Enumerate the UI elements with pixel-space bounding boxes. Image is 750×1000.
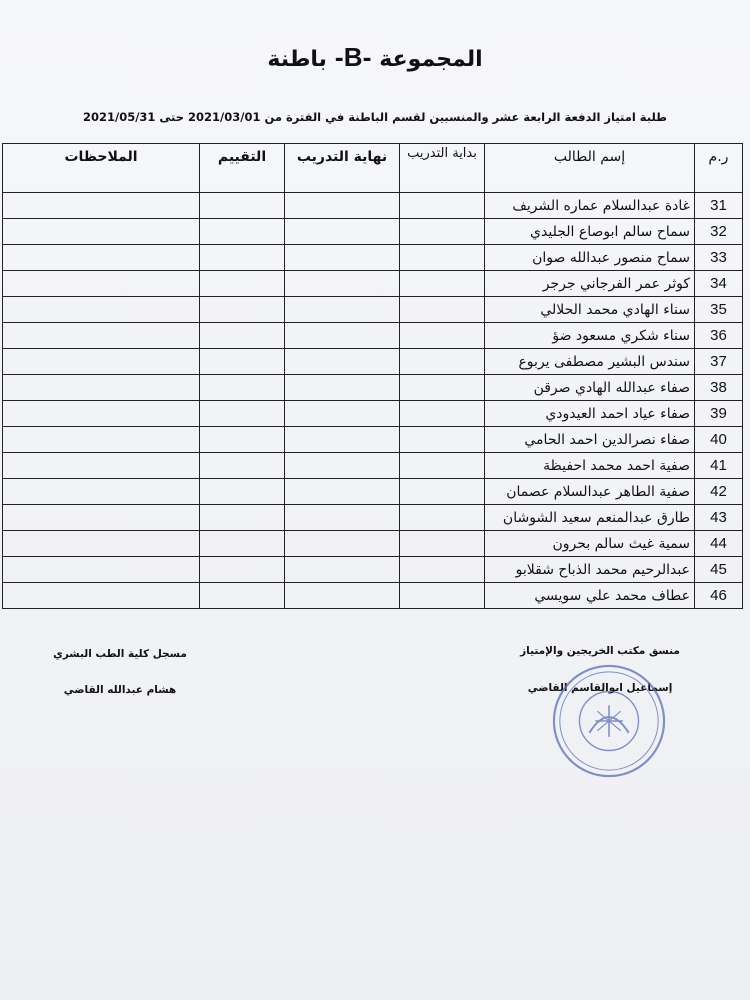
notes-cell xyxy=(3,297,200,323)
evaluation-cell xyxy=(200,375,285,401)
end-date-cell xyxy=(285,193,400,219)
group-letter: B xyxy=(343,42,363,72)
notes-cell xyxy=(3,505,200,531)
student-name: صفية الطاهر عبدالسلام عصمان xyxy=(485,479,695,505)
row-number: 39 xyxy=(695,401,743,427)
table-row xyxy=(3,297,743,323)
student-name: صفاء عبدالله الهادي صرقن xyxy=(485,375,695,401)
table-row xyxy=(3,427,743,453)
row-number: 33 xyxy=(695,245,743,271)
table-row xyxy=(3,531,743,557)
evaluation-cell xyxy=(200,479,285,505)
start-date-cell xyxy=(400,245,485,271)
end-date-cell xyxy=(285,219,400,245)
table-row xyxy=(3,245,743,271)
row-number: 34 xyxy=(695,271,743,297)
notes-cell xyxy=(3,219,200,245)
end-date-cell xyxy=(285,583,400,609)
end-date-cell xyxy=(285,375,400,401)
table-body xyxy=(3,193,743,609)
start-date-cell xyxy=(400,479,485,505)
evaluation-cell xyxy=(200,219,285,245)
evaluation-cell xyxy=(200,401,285,427)
evaluation-cell xyxy=(200,323,285,349)
student-name: عبدالرحيم محمد الذباح شقلابو xyxy=(485,557,695,583)
table-row xyxy=(3,479,743,505)
table-row xyxy=(3,505,743,531)
end-date-cell xyxy=(285,427,400,453)
start-date-cell xyxy=(400,583,485,609)
row-number: 43 xyxy=(695,505,743,531)
evaluation-cell xyxy=(200,245,285,271)
table-row xyxy=(3,453,743,479)
row-number: 42 xyxy=(695,479,743,505)
start-date-cell xyxy=(400,557,485,583)
student-name: سمية غيث سالم بحرون xyxy=(485,531,695,557)
row-number: 36 xyxy=(695,323,743,349)
table-row xyxy=(3,583,743,609)
end-date-cell xyxy=(285,557,400,583)
end-date-cell xyxy=(285,479,400,505)
notes-cell xyxy=(3,193,200,219)
row-number: 40 xyxy=(695,427,743,453)
start-date-cell xyxy=(400,427,485,453)
coordinator-title: منسق مكتب الخريجين والإمتياز xyxy=(520,645,680,657)
coordinator-name: إسماعيل ابوالقاسم القاضي xyxy=(527,682,673,694)
page-title xyxy=(0,42,750,73)
table-row xyxy=(3,323,743,349)
header-name: إسم الطالب xyxy=(485,144,695,193)
evaluation-cell xyxy=(200,505,285,531)
table-row xyxy=(3,349,743,375)
registrar-name: هشام عبدالله القاضي xyxy=(63,684,177,696)
end-date-cell xyxy=(285,323,400,349)
page-subtitle: طلبة امتياز الدفعة الرابعة عشر والمنسبين لقسم الباطنة في الفترة من 2021/03/01 حتى 2021/05/31 xyxy=(83,110,667,124)
notes-cell xyxy=(3,453,200,479)
student-name: سماح سالم ابوصاع الجليدي xyxy=(485,219,695,245)
notes-cell xyxy=(3,479,200,505)
student-name: كوثر عمر الفرجاني جرجر xyxy=(485,271,695,297)
student-name: سناء شكري مسعود ضؤ xyxy=(485,323,695,349)
start-date-cell xyxy=(400,349,485,375)
end-date-cell xyxy=(285,349,400,375)
table-row xyxy=(3,219,743,245)
table-header-row xyxy=(3,144,743,193)
notes-cell xyxy=(3,375,200,401)
row-number: 35 xyxy=(695,297,743,323)
student-name: صفاء عياد احمد العيدودي xyxy=(485,401,695,427)
notes-cell xyxy=(3,531,200,557)
end-date-cell xyxy=(285,271,400,297)
student-name: طارق عبدالمنعم سعيد الشوشان xyxy=(485,505,695,531)
start-date-cell xyxy=(400,401,485,427)
notes-cell xyxy=(3,557,200,583)
row-number: 45 xyxy=(695,557,743,583)
evaluation-cell xyxy=(200,583,285,609)
end-date-cell xyxy=(285,453,400,479)
student-name: سناء الهادي محمد الحلالي xyxy=(485,297,695,323)
start-date-cell xyxy=(400,219,485,245)
row-number: 32 xyxy=(695,219,743,245)
start-date-cell xyxy=(400,193,485,219)
row-number: 44 xyxy=(695,531,743,557)
table-row xyxy=(3,193,743,219)
title-suffix: - باطنة xyxy=(267,47,344,72)
notes-cell xyxy=(3,349,200,375)
notes-cell xyxy=(3,323,200,349)
evaluation-cell xyxy=(200,427,285,453)
end-date-cell xyxy=(285,505,400,531)
start-date-cell xyxy=(400,297,485,323)
row-number: 38 xyxy=(695,375,743,401)
header-end: نهاية التدريب xyxy=(285,144,400,193)
row-number: 41 xyxy=(695,453,743,479)
student-name: صفاء نصرالدين احمد الحامي xyxy=(485,427,695,453)
start-date-cell xyxy=(400,271,485,297)
title-prefix: المجموعة - xyxy=(362,47,483,72)
header-start: بداية التدريب xyxy=(400,144,485,193)
notes-cell xyxy=(3,271,200,297)
start-date-cell xyxy=(400,323,485,349)
official-seal-icon xyxy=(550,662,668,780)
start-date-cell xyxy=(400,531,485,557)
evaluation-cell xyxy=(200,193,285,219)
notes-cell xyxy=(3,401,200,427)
student-table xyxy=(2,143,743,609)
notes-cell xyxy=(3,427,200,453)
header-notes: الملاحظات xyxy=(3,144,200,193)
notes-cell xyxy=(3,583,200,609)
header-num: ر.م xyxy=(695,144,743,193)
student-name: عطاف محمد علي سويسي xyxy=(485,583,695,609)
row-number: 31 xyxy=(695,193,743,219)
row-number: 46 xyxy=(695,583,743,609)
start-date-cell xyxy=(400,375,485,401)
end-date-cell xyxy=(285,531,400,557)
start-date-cell xyxy=(400,505,485,531)
table-row xyxy=(3,375,743,401)
notes-cell xyxy=(3,245,200,271)
row-number: 37 xyxy=(695,349,743,375)
table-row xyxy=(3,557,743,583)
student-name: سندس البشير مصطفى يربوع xyxy=(485,349,695,375)
table-row xyxy=(3,401,743,427)
table-row xyxy=(3,271,743,297)
header-eval: التقييم xyxy=(200,144,285,193)
end-date-cell xyxy=(285,297,400,323)
evaluation-cell xyxy=(200,453,285,479)
student-name: صفية احمد محمد احفيظة xyxy=(485,453,695,479)
start-date-cell xyxy=(400,453,485,479)
evaluation-cell xyxy=(200,271,285,297)
registrar-title: مسجل كلية الطب البشري xyxy=(53,648,187,660)
evaluation-cell xyxy=(200,531,285,557)
evaluation-cell xyxy=(200,557,285,583)
end-date-cell xyxy=(285,401,400,427)
end-date-cell xyxy=(285,245,400,271)
evaluation-cell xyxy=(200,349,285,375)
student-name: غادة عبدالسلام عماره الشريف xyxy=(485,193,695,219)
evaluation-cell xyxy=(200,297,285,323)
student-name: سماح منصور عبدالله صوان xyxy=(485,245,695,271)
